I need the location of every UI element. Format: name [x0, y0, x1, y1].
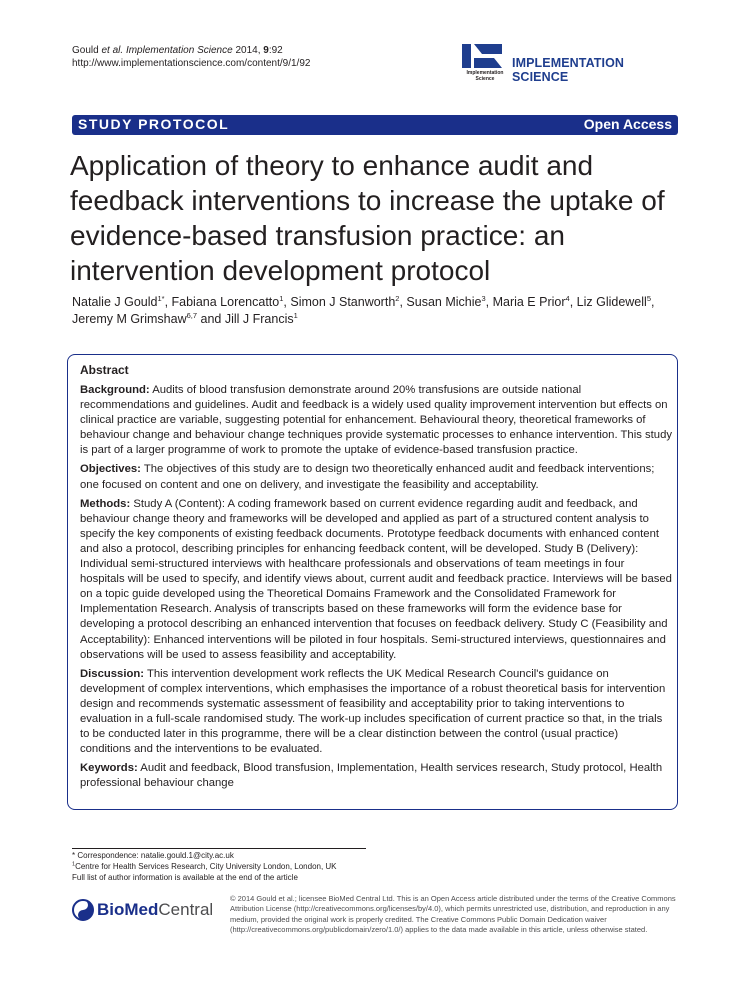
logo-small-text: Implementation Science — [466, 70, 504, 82]
central-text: Central — [158, 900, 214, 919]
author-affiliation: 1 — [279, 293, 284, 303]
license-statement: © 2014 Gould et al.; licensee BioMed Central Ltd. This is an Open Access article distributed under the terms of the Creative Commons Attribution License (http://creativecommons.org/licenses/by/4.0), which permits unrestricted use, distribution, and reproduction in any medium, provided the original work is properly credited. The Creative Commons Public Domain Dedication waiver (http://creativecommons.org/publicdomain/zero/1.0/) applies to the data made available in this article, unless otherwise stated. — [230, 894, 676, 935]
biomed-central-wordmark — [97, 900, 213, 920]
biomed-central-logo — [72, 898, 222, 924]
author-name[interactable]: Natalie J Gould — [72, 295, 158, 309]
author-name[interactable]: Jill J Francis — [224, 312, 294, 326]
author-name[interactable]: Liz Glidewell — [576, 295, 647, 309]
abstract-heading: Abstract — [80, 363, 129, 377]
citation-etal: et al. — [101, 45, 124, 56]
author-affiliation: 5 — [646, 293, 651, 303]
section-text: Audit and feedback, Blood transfusion, Implementation, Health services research, Study protocol, Health professional behaviour change — [80, 762, 663, 790]
journal-citation — [72, 44, 310, 70]
correspondence[interactable]: * Correspondence: natalie.gould.1@city.ac.uk — [72, 851, 234, 860]
journal-url[interactable]: http://www.implementationscience.com/content/9/1/92 — [72, 58, 311, 69]
citation-year: 2014, — [235, 45, 261, 56]
author-name[interactable]: Maria E Prior — [492, 295, 566, 309]
author-affiliation: 4 — [565, 293, 570, 303]
author-affiliation: 6,7 — [186, 310, 198, 320]
section-label: Methods: — [80, 497, 131, 510]
abstract-box — [67, 354, 678, 810]
section-text: Study A (Content): A coding framework based on current evidence regarding audit and feedback, and behaviour change theory and frameworks will be developed and applied as part of a structured content analysis to specify the key components of existing feedback documents. Prototype feedback documents with enhanced content and also a protocol, describing principles for enhancing feedback content, will be developed. Study B (Delivery): Individual semi-structured interviews with healthcare professionals and observations of team meetings in four hospitals will be used to specify, and identify views about, current audit and feedback practice. Interviews will be based on a topic guide developed using the Theoretical Domains Framework and the Consolidated Framework for Implementation Research. Analysis of transcripts based on these frameworks will form the evidence base for developing a protocol describing an enhanced intervention that focuses on feedback delivery. Study C (Feasibility and Acceptability): Enhanced interventions will be piloted in four hospitals. Semi-structured interviews, questionnaires and observations will be used to assess feasibility and acceptability. — [80, 497, 672, 661]
section-text: This intervention development work reflects the UK Medical Research Council's guidance on development of complex interventions, which emphasises the importance of a robust theoretical basis for intervention design and recommends systematic assessment of feasibility and acceptability prior to taking interventions to evaluation in a full-scale randomised study. The work-up includes specification of current practice so that, in the trials to be conducted later in this programme, there will be a clear distinction between the control (usual practice) conditions and the interventions to be evaluated. — [80, 667, 666, 756]
author-name[interactable]: Susan Michie — [406, 295, 482, 309]
biomed-central-circle-icon — [72, 899, 94, 921]
citation-author: Gould — [72, 45, 99, 56]
implementation-science-logo-icon — [462, 44, 502, 68]
footnote-divider — [72, 848, 366, 849]
author-affiliation: 1* — [157, 293, 165, 303]
section-text: The objectives of this study are to design two theoretically enhanced audit and feedback interventions; one focused on content and one on delivery, and investigate the feasibility and acceptability. — [80, 463, 655, 491]
logo-text: IMPLEMENTATION SCIENCE — [512, 56, 625, 84]
author-affiliation: 2 — [395, 293, 400, 303]
abstract-objectives — [80, 462, 672, 492]
article-type-banner — [72, 115, 678, 135]
abstract-discussion — [80, 667, 672, 758]
abstract-keywords — [80, 761, 672, 791]
section-label: Keywords: — [80, 762, 138, 775]
article-title: Application of theory to enhance audit and feedback interventions to increase the uptake of evidence-based transfusion practice: an intervention development protocol — [70, 150, 665, 286]
affiliation-text: Centre for Health Services Research, City University London, London, UK — [75, 862, 337, 871]
affiliation-number: 1 — [72, 861, 76, 868]
affiliation — [72, 861, 412, 872]
abstract-body — [80, 383, 672, 795]
full-author-info-note: Full list of author information is available at the end of the article — [72, 873, 298, 882]
citation-volume: 9 — [263, 45, 269, 56]
author-name[interactable]: Fabiana Lorencatto — [171, 295, 280, 309]
journal-logo — [462, 44, 682, 86]
author-affiliation: 1 — [293, 310, 298, 320]
author-name[interactable]: Jeremy M Grimshaw — [72, 312, 187, 326]
author-affiliation: 3 — [481, 293, 486, 303]
author-name[interactable]: Simon J Stanworth — [290, 295, 396, 309]
author-list: Natalie J Gould$^{1*}$, Fabiana Lorencatto$^1$, Simon J Stanworth$^2$, Susan Michie$^3$, Maria E Prior$^4$, Liz Glidewell$^5$, Jeremy M Grimshaw$^{6,7}$ and Jill J Francis$^1$ — [72, 293, 655, 326]
section-label: Objectives: — [80, 463, 141, 476]
biomed-text: BioMed — [97, 900, 159, 919]
abstract-methods — [80, 497, 672, 663]
abstract-background — [80, 383, 672, 458]
citation-journal: Implementation Science — [125, 45, 233, 56]
citation-article: :92 — [268, 45, 283, 56]
section-text: Audits of blood transfusion demonstrate around 20% transfusions are outside national recommendations and guidelines. Audit and feedback is a widely used quality improvement intervention but effects on clinical practice are variable, suggesting potential for enhancement. Behavioural theory, theoretical frameworks of behaviour change and behaviour change techniques provide systematic processes to enhance intervention. This study is part of a larger programme of work to promote the uptake of evidence-based transfusion practice. — [80, 384, 672, 457]
section-label: Background: — [80, 384, 150, 396]
open-access-label: Open Access — [583, 116, 672, 132]
article-type: STUDY PROTOCOL — [78, 116, 230, 132]
footnotes — [72, 850, 412, 883]
section-label: Discussion: — [80, 667, 145, 680]
